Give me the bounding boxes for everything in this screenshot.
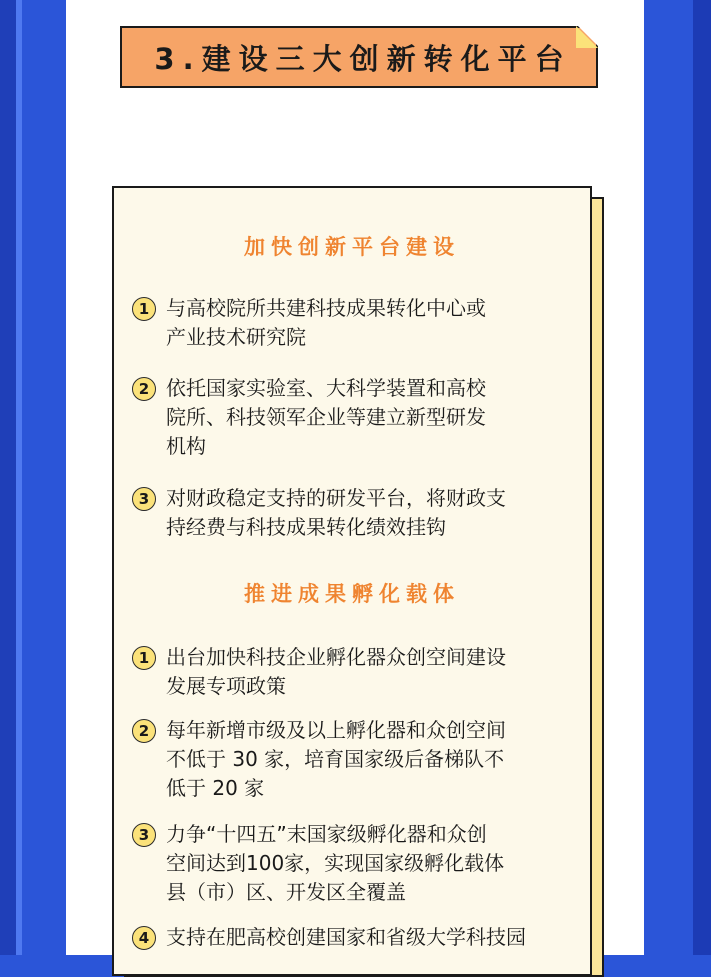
list-item bbox=[132, 484, 572, 542]
section-heading-innovation-platform: 加快创新平台建设 bbox=[244, 235, 460, 259]
list-item bbox=[132, 643, 572, 701]
list-item bbox=[132, 820, 572, 907]
content-card bbox=[112, 186, 592, 976]
list-item-text: 力争“十四五”末国家级孵化器和众创 空间达到100家，实现国家级孵化载体 县（市）区、开发区全覆盖 bbox=[166, 822, 505, 904]
number-badge: 2 bbox=[132, 377, 156, 401]
list-item-text: 支持在肥高校创建国家和省级大学科技园 bbox=[166, 925, 526, 949]
content-page bbox=[66, 0, 644, 955]
list-item bbox=[132, 294, 572, 352]
list-item-text: 与高校院所共建科技成果转化中心或 产业技术研究院 bbox=[166, 296, 486, 349]
page-title: 3.建设三大创新转化平台 bbox=[154, 41, 572, 76]
list-item-text: 每年新增市级及以上孵化器和众创空间 不低于 30 家，培育国家级后备梯队不 低于 20 家 bbox=[166, 718, 506, 800]
number-badge: 4 bbox=[132, 926, 156, 950]
number-badge: 1 bbox=[132, 646, 156, 670]
list-item-text: 对财政稳定支持的研发平台，将财政支 持经费与科技成果转化绩效挂钩 bbox=[166, 486, 506, 539]
section-heading-incubation-carriers: 推进成果孵化载体 bbox=[244, 582, 460, 606]
left-edge-strip bbox=[0, 0, 22, 955]
right-edge-strip bbox=[693, 0, 711, 955]
list-item bbox=[132, 716, 572, 803]
list-item-text: 依托国家实验室、大科学装置和高校 院所、科技领军企业等建立新型研发 机构 bbox=[166, 376, 486, 458]
title-banner bbox=[120, 26, 598, 88]
number-badge: 2 bbox=[132, 719, 156, 743]
number-badge: 1 bbox=[132, 297, 156, 321]
number-badge: 3 bbox=[132, 487, 156, 511]
corner-fold-flap bbox=[576, 26, 598, 48]
number-badge: 3 bbox=[132, 823, 156, 847]
list-item bbox=[132, 923, 572, 952]
list-item bbox=[132, 374, 572, 461]
list-item-text: 出台加快科技企业孵化器众创空间建设 发展专项政策 bbox=[166, 645, 506, 698]
